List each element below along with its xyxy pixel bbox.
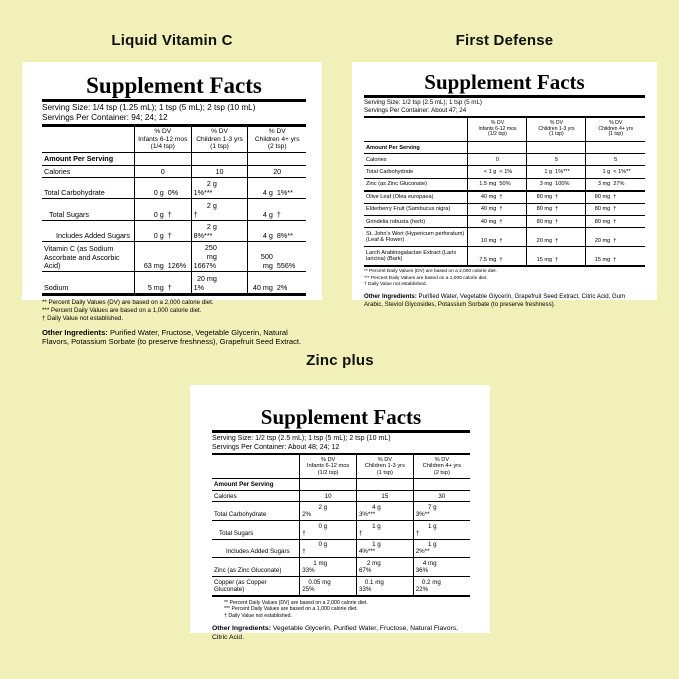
row-amount-infants: 10 mg xyxy=(480,237,497,244)
row-name: Includes Added Sugars xyxy=(42,220,134,241)
column-header-dv-children-1-3: % DV Children 1-3 yrs (1 tsp) xyxy=(364,456,405,476)
row-dv-children-4: < 1%** xyxy=(613,168,631,175)
row-name: Total Sugars xyxy=(212,521,300,540)
table-row-calories xyxy=(364,154,645,166)
row-amount-children-1-3: 2 g xyxy=(206,221,217,231)
row-amount-infants: 0 g xyxy=(318,522,328,530)
table-row xyxy=(42,242,306,272)
footnote-1: ** Percent Daily Values (DV) are based on a 2,000 calorie diet. xyxy=(42,298,214,306)
supplement-facts-card-first-defense xyxy=(352,62,657,308)
row-amount-infants: < 1 g xyxy=(483,168,497,175)
table-header-row xyxy=(212,455,470,479)
row-dv-children-1-3: 1%*** xyxy=(555,168,570,175)
row-dv-infants: † xyxy=(499,218,503,225)
row-name: Elderberry Fruit (Sambucus nigra) xyxy=(364,203,468,215)
row-amount-children-4: 4 mg xyxy=(422,560,437,567)
row-amount-children-4: 4 g xyxy=(262,188,273,198)
row-dv-children-4: 27% xyxy=(613,181,625,188)
row-dv-infants: † xyxy=(302,529,306,537)
table-row xyxy=(212,502,470,521)
row-dv-children-1-3: 33% xyxy=(358,585,372,593)
amount-per-serving-row xyxy=(212,479,470,491)
row-amount-children-1-3: 1 g xyxy=(372,541,381,549)
row-dv-infants: 50% xyxy=(499,181,511,188)
row-name: Total Carbohydrate xyxy=(212,502,300,521)
row-amount-children-1-3: 2 g xyxy=(206,179,217,189)
table-header-row xyxy=(364,118,645,141)
row-dv-children-1-3: † xyxy=(555,194,559,201)
row-amount-infants: 40 mg xyxy=(480,218,497,225)
row-amount-infants: 0 g xyxy=(318,541,328,549)
servings-per-container-line: Servings Per Container: About 47; 24 xyxy=(364,106,467,114)
row-dv-children-4: † xyxy=(276,209,281,219)
row-dv-children-4: 36% xyxy=(415,567,429,574)
other-ingredients-label: Other Ingredients: xyxy=(212,625,271,633)
row-value-infants: 0 xyxy=(468,154,527,166)
amount-per-serving-label: Amount Per Serving xyxy=(42,153,134,165)
serving-size-line: Serving Size: 1/4 tsp (1.25 mL); 1 tsp (5 mL); 2 tsp (10 mL) xyxy=(42,103,256,112)
row-amount-children-4: 40 mg xyxy=(252,282,273,292)
footnote-1: ** Percent Daily Values (DV) are based on a 2,000 calorie diet. xyxy=(224,599,368,606)
other-ingredients-text: Vegetable Glycerin, Purified Water, Fructose, Natural Flavors, Citric Acid. xyxy=(212,625,459,642)
row-dv-children-4: 3%** xyxy=(415,511,430,519)
row-name: Total Carbohydrate xyxy=(42,177,134,198)
table-row xyxy=(212,521,470,540)
row-dv-children-1-3: † xyxy=(555,256,559,263)
row-dv-children-4: † xyxy=(613,218,617,225)
row-dv-children-4: † xyxy=(613,237,617,244)
row-name: Olive Leaf (Olea europaea) xyxy=(364,191,468,204)
table-row xyxy=(42,199,306,220)
row-dv-children-4: † xyxy=(613,194,617,201)
row-name: Larch Arabinogalactan Extract (Larix laricina) (Bark) xyxy=(364,247,468,267)
row-dv-children-1-3: 8%*** xyxy=(193,230,213,240)
row-dv-children-1-3: 1667% xyxy=(193,261,217,271)
supplement-facts-heading: Supplement Facts xyxy=(260,405,422,429)
column-header-dv-children-4: % DV Children 4+ yrs (2 tsp) xyxy=(254,128,300,151)
table-row xyxy=(42,272,306,294)
row-amount-infants: 1.5 mg xyxy=(479,181,497,188)
row-dv-infants: † xyxy=(499,256,503,263)
footnote-1: ** Percent Daily Values (DV) are based on a 2,000 calorie diet. xyxy=(364,269,497,275)
column-header-dv-infants: % DV Infants 6-12 mos (1/2 tsp) xyxy=(478,119,517,138)
supplement-facts-card-zinc-plus xyxy=(190,385,490,642)
row-amount-infants: 7.5 mg xyxy=(479,256,497,263)
table-row xyxy=(364,203,645,215)
row-amount-children-4: 0.2 mg xyxy=(421,578,441,586)
row-dv-children-1-3: 4%*** xyxy=(358,548,376,556)
row-amount-children-1-3: 250 mg xyxy=(204,243,217,262)
footnote-2: *** Percent Daily Values are based on a 1,000 calorie diet. xyxy=(364,275,488,281)
row-dv-children-4: † xyxy=(613,206,617,213)
amount-per-serving-label: Amount Per Serving xyxy=(212,479,300,491)
row-dv-children-4: 2%** xyxy=(415,548,430,556)
supplement-facts-card-liquid-vitamin-c xyxy=(22,62,322,347)
row-value-children-1-3: 5 xyxy=(527,154,586,166)
table-row-calories xyxy=(42,165,306,177)
row-dv-children-4: † xyxy=(415,529,420,537)
table-row xyxy=(364,247,645,267)
other-ingredients-text: Purified Water, Vegetable Glycerin, Grapefruit Seed Extract, Citric Acid, Gum Arabic, Steviol Glycosides, Potassium Sorbate (to preserve freshness). xyxy=(364,292,626,308)
row-amount-children-4: 7 g xyxy=(428,504,437,512)
row-name: Zinc (as Zinc Gluconate) xyxy=(364,178,468,191)
column-header-dv-infants: % DV Infants 6-12 mos (1/2 tsp) xyxy=(306,456,350,476)
row-amount-children-1-3: 20 mg xyxy=(536,237,553,244)
row-name: Vitamin C (as Sodium Ascorbate and Ascorbic Acid) xyxy=(42,242,134,272)
row-dv-children-4: 1%** xyxy=(276,188,293,198)
supplement-facts-heading: Supplement Facts xyxy=(424,70,585,94)
table-row xyxy=(364,166,645,178)
other-ingredients-label: Other Ingredients: xyxy=(42,327,108,337)
row-amount-children-4: 4 g xyxy=(262,209,273,219)
table-row xyxy=(364,178,645,191)
table-row xyxy=(364,228,645,247)
row-amount-children-1-3: 1 g xyxy=(372,522,381,530)
table-header-row xyxy=(42,127,306,153)
row-amount-children-4: 80 mg xyxy=(594,194,611,201)
row-value-children-4: 20 xyxy=(248,165,306,177)
row-name: Calories xyxy=(42,165,134,177)
row-dv-infants: † xyxy=(499,237,503,244)
row-dv-children-1-3: † xyxy=(555,237,559,244)
row-name: Zinc (as Zinc Gluconate) xyxy=(212,558,300,577)
footnote-2: *** Percent Daily Values are based on a 1,000 calorie diet. xyxy=(42,306,202,314)
row-amount-children-4: 80 mg xyxy=(594,218,611,225)
row-dv-infants: 33% xyxy=(302,567,315,574)
row-amount-infants: 0 g xyxy=(153,188,164,198)
table-row xyxy=(212,558,470,577)
row-dv-children-4: 22% xyxy=(415,585,429,593)
other-ingredients-text: Purified Water, Fructose, Vegetable Glycerin, Natural Flavors, Potassium Sorbate (to preserve freshness), Grapefruit Seed Extract. xyxy=(42,327,302,347)
row-name: Total Sugars xyxy=(42,199,134,220)
column-header-dv-children-1-3: % DV Children 1-3 yrs (1 tsp) xyxy=(538,119,575,138)
nutrition-table-wrapper xyxy=(42,127,306,296)
nutrition-table xyxy=(42,127,306,296)
row-dv-infants: † xyxy=(499,206,503,213)
row-amount-children-4: 15 mg xyxy=(594,256,611,263)
servings-per-container-line: Servings Per Container: About 48; 24; 12 xyxy=(212,443,340,451)
row-dv-infants: † xyxy=(302,548,306,556)
nutrition-table xyxy=(364,118,645,267)
table-row xyxy=(212,576,470,595)
row-amount-children-4: 4 g xyxy=(262,230,273,240)
row-dv-infants: † xyxy=(167,209,172,219)
row-amount-infants: 0.05 mg xyxy=(308,578,331,586)
row-amount-children-4: 3 mg xyxy=(597,181,611,188)
row-amount-children-4: 80 mg xyxy=(594,206,611,213)
row-amount-children-4: 20 mg xyxy=(594,237,611,244)
row-name: Calories xyxy=(212,490,300,502)
label-body xyxy=(212,407,470,643)
table-row xyxy=(212,539,470,558)
table-row xyxy=(364,216,645,228)
row-amount-children-4: 1 g xyxy=(428,522,437,530)
row-amount-children-1-3: 15 mg xyxy=(536,256,553,263)
row-amount-children-1-3: 2 g xyxy=(206,200,217,210)
row-amount-children-1-3: 1 g xyxy=(544,168,553,175)
row-value-infants: 0 xyxy=(134,165,191,177)
row-name: Grindelia robusta (herb) xyxy=(364,216,468,228)
row-dv-children-4: 8%** xyxy=(276,230,293,240)
row-amount-children-1-3: 2 mg xyxy=(366,560,381,567)
row-dv-infants: † xyxy=(499,194,503,201)
panel-title-zinc-plus: Zinc plus xyxy=(306,352,374,369)
row-dv-children-1-3: † xyxy=(555,206,559,213)
row-amount-children-4: 1 g xyxy=(428,541,437,549)
row-amount-children-1-3: 4 g xyxy=(372,504,381,512)
row-dv-infants: † xyxy=(167,230,172,240)
label-body xyxy=(42,74,306,347)
other-ingredients-label: Other Ingredients: xyxy=(364,292,417,300)
row-amount-children-1-3: 80 mg xyxy=(536,206,553,213)
panel-title-liquid-vitamin-c: Liquid Vitamin C xyxy=(111,32,233,49)
label-body xyxy=(364,72,645,308)
row-dv-infants: 0% xyxy=(167,188,179,198)
row-dv-children-1-3: † xyxy=(555,218,559,225)
amount-per-serving-row xyxy=(42,153,306,165)
row-dv-infants: 2% xyxy=(302,511,312,519)
row-amount-children-4: 500 mg xyxy=(260,252,273,271)
row-dv-children-1-3: 67% xyxy=(358,567,372,574)
row-name: Includes Added Sugars xyxy=(212,539,300,558)
row-dv-children-4: 556% xyxy=(276,261,296,271)
row-amount-children-1-3: 3 mg xyxy=(539,181,553,188)
row-amount-children-4: 1 g xyxy=(602,168,611,175)
serving-size-line: Serving Size: 1/2 tsp (2.5 mL); 1 tsp (5 mL) xyxy=(364,98,482,106)
row-amount-infants: 63 mg xyxy=(143,261,164,271)
row-dv-children-1-3: † xyxy=(358,529,363,537)
row-amount-children-1-3: 20 mg xyxy=(196,273,217,283)
row-dv-children-1-3: 100% xyxy=(555,181,570,188)
row-amount-infants: 2 g xyxy=(318,504,328,512)
row-dv-children-1-3: † xyxy=(193,209,198,219)
footnote-3: † Daily Value not established. xyxy=(42,314,124,322)
row-name: Calories xyxy=(364,154,468,166)
row-dv-infants: 25% xyxy=(302,585,315,593)
serving-size-line: Serving Size: 1/2 tsp (2.5 mL); 1 tsp (5 mL); 2 tsp (10 mL) xyxy=(212,434,391,442)
supplement-facts-heading: Supplement Facts xyxy=(86,73,262,98)
column-header-dv-children-1-3: % DV Children 1-3 yrs (1 tsp) xyxy=(196,128,243,151)
row-dv-infants: < 1% xyxy=(499,168,513,175)
table-row xyxy=(42,220,306,241)
amount-per-serving-label: Amount Per Serving xyxy=(364,141,468,153)
table-row-calories xyxy=(212,490,470,502)
table-row xyxy=(364,191,645,204)
row-value-children-1-3: 10 xyxy=(191,165,248,177)
row-name: Copper (as Copper Gluconate) xyxy=(212,576,300,595)
footnote-2: *** Percent Daily Values are based on a 1,000 calorie diet. xyxy=(224,606,358,613)
column-header-dv-children-4: % DV Children 4+ yrs (2 tsp) xyxy=(422,456,462,476)
row-amount-children-1-3: 80 mg xyxy=(536,194,553,201)
row-value-children-4: 30 xyxy=(413,490,470,502)
row-amount-infants: 0 g xyxy=(153,230,164,240)
row-dv-infants: 126% xyxy=(167,261,187,271)
row-dv-children-1-3: 1% xyxy=(193,282,205,292)
row-dv-infants: † xyxy=(167,282,172,292)
panel-title-first-defense: First Defense xyxy=(455,32,554,49)
row-amount-infants: 1 mg xyxy=(313,560,328,567)
row-amount-children-1-3: 80 mg xyxy=(536,218,553,225)
column-header-dv-children-4: % DV Children 4+ yrs (1 tsp) xyxy=(598,119,634,138)
footnote-3: † Daily Value not established. xyxy=(364,281,427,287)
row-amount-children-1-3: 0.1 mg xyxy=(364,578,384,586)
row-dv-children-1-3: 1%*** xyxy=(193,188,213,198)
servings-per-container-line: Servings Per Container: 94; 24; 12 xyxy=(42,113,168,122)
row-amount-infants: 40 mg xyxy=(480,194,497,201)
row-dv-children-4: † xyxy=(613,256,617,263)
nutrition-table xyxy=(212,455,470,597)
row-dv-children-1-3: 3%*** xyxy=(358,511,376,519)
footnote-3: † Daily Value not established. xyxy=(224,612,292,619)
row-amount-infants: 40 mg xyxy=(480,206,497,213)
row-name: St. John's Wort (Hypericum perforatum) (Leaf & Flower) xyxy=(364,228,468,247)
row-dv-children-4: 2% xyxy=(276,282,288,292)
row-value-infants: 10 xyxy=(300,490,357,502)
row-amount-infants: 5 mg xyxy=(147,282,164,292)
amount-per-serving-row xyxy=(364,141,645,153)
row-value-children-4: 5 xyxy=(586,154,645,166)
column-header-dv-infants: % DV Infants 6-12 mos (1/4 tsp) xyxy=(138,128,188,151)
row-value-children-1-3: 15 xyxy=(356,490,413,502)
row-name: Total Carbohydrate xyxy=(364,166,468,178)
table-row xyxy=(42,177,306,198)
row-name: Sodium xyxy=(42,272,134,294)
row-amount-infants: 0 g xyxy=(153,209,164,219)
